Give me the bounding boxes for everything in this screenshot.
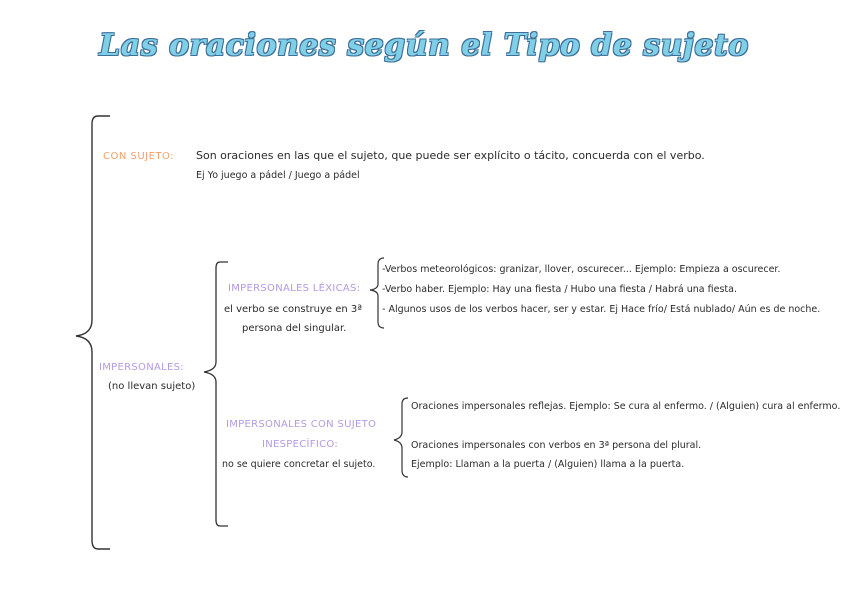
impersonales-brace	[204, 262, 228, 526]
lexicas-item: -Verbos meteorológicos: granizar, llover, oscurecer... Ejemplo: Empieza a oscurecer.	[382, 264, 781, 275]
impersonales-note: (no llevan sujeto)	[108, 381, 196, 392]
con-sujeto-definition: Son oraciones en las que el sujeto, que puede ser explícito o tácito, concuerda con el verbo.	[196, 149, 705, 162]
inespecifico-item: Oraciones impersonales con verbos en 3ª persona del plural.	[411, 440, 702, 451]
main-brace	[76, 116, 110, 549]
con-sujeto-example: Ej Yo juego a pádel / Juego a pádel	[196, 170, 360, 181]
lexicas-item: - Algunos usos de los verbos hacer, ser y estar. Ej Hace frío/ Está nublado/ Aún es de noche.	[382, 304, 821, 315]
inespecifico-label-2: INESPECÍFICO:	[262, 439, 339, 450]
con-sujeto-label: CON SUJETO:	[103, 151, 175, 162]
impersonales-label: IMPERSONALES:	[99, 362, 184, 373]
inespecifico-brace	[394, 398, 408, 477]
page-title: Las oraciones según el Tipo de sujeto	[99, 28, 749, 63]
lexicas-desc-1: el verbo se construye en 3ª	[224, 304, 363, 315]
inespecifico-label-1: IMPERSONALES CON SUJETO	[226, 419, 377, 430]
lexicas-desc-2: persona del singular.	[242, 323, 347, 334]
inespecifico-desc: no se quiere concretar el sujeto.	[222, 459, 376, 470]
lexicas-label: IMPERSONALES LÉXICAS:	[228, 283, 361, 294]
inespecifico-item: Ejemplo: Llaman a la puerta / (Alguien) llama a la puerta.	[411, 459, 685, 470]
lexicas-item: -Verbo haber. Ejemplo: Hay una fiesta / Hubo una fiesta / Habrá una fiesta.	[382, 284, 737, 295]
inespecifico-item: Oraciones impersonales reflejas. Ejemplo: Se cura al enfermo. / (Alguien) cura al enfermo.	[411, 401, 841, 412]
